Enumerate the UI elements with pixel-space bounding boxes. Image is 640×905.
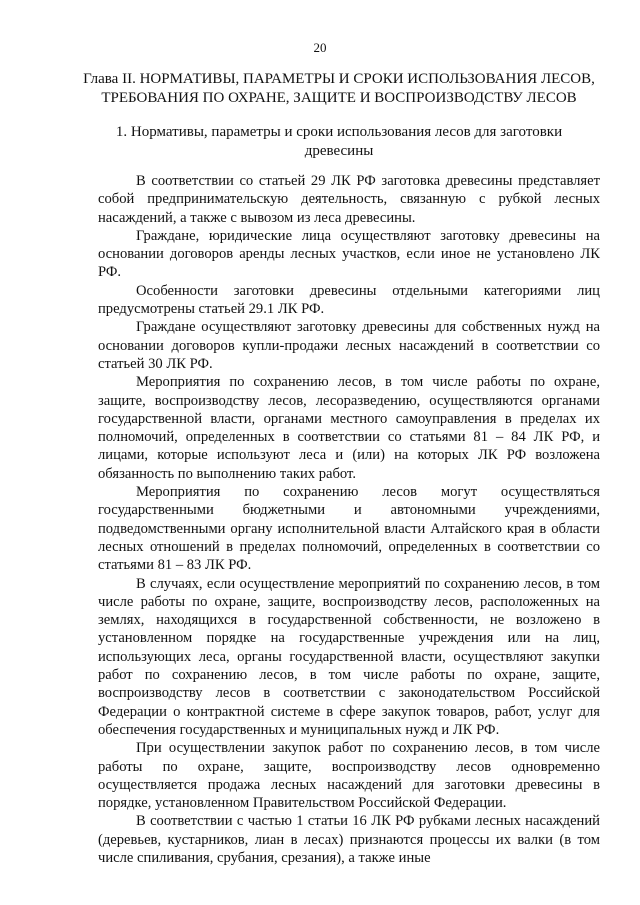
paragraph: Особенности заготовки древесины отдельными категориями лиц предусмотрены статьей 29.1 ЛК РФ.: [98, 282, 600, 318]
paragraph: В случаях, если осуществление мероприятий по сохранению лесов, в том числе работы по охране, защите, воспроизводству лесов, расположенных на землях, находящихся в государственной собственности, не возложено в установленном порядке на государственные учреждения или на лиц, использующих леса, органы государственной власти, осуществляют закупки работ по сохранению лесов, в том числе работы по охране, защите, воспроизводству лесов в соответствии с законодательством Российской Федерации о контрактной системе в сфере закупок товаров, работ, услуг для обеспечения государственных и муниципальных нужд и ЛК РФ.: [98, 575, 600, 738]
paragraph: Граждане, юридические лица осуществляют заготовку древесины на основании договоров аренды лесных участков, если иное не установлено ЛК РФ.: [98, 227, 600, 281]
paragraph: В соответствии с частью 1 статьи 16 ЛК РФ рубками лесных насаждений (деревьев, кустарников, лиан в лесах) признаются процессы их валки (в том числе спиливания, срубания, срезания), а также иные: [98, 813, 600, 866]
chapter-title: Глава II. НОРМАТИВЫ, ПАРАМЕТРЫ И СРОКИ ИСПОЛЬЗОВАНИЯ ЛЕСОВ, ТРЕБОВАНИЯ ПО ОХРАНЕ, ЗАЩИТЕ И ВОСПРОИЗВОДСТВУ ЛЕСОВ: [83, 71, 595, 106]
section-title: 1. Нормативы, параметры и сроки использования лесов для заготовки древесины: [115, 124, 563, 159]
page-number: 20: [313, 40, 327, 55]
paragraph: В соответствии со статьей 29 ЛК РФ заготовка древесины представляет собой предпринимательскую деятельность, связанную с рубкой лесных насаждений, а также с вывозом из леса древесины.: [98, 173, 600, 226]
paragraph: Мероприятия по сохранению лесов, в том числе работы по охране, защите, воспроизводству лесов, лесоразведению, осуществляются органами государственной власти, органами местного самоуправления в пределах их полномочий, определенных в соответствии со статьями 81 – 84 ЛК РФ, и лицами, которые используют леса и (или) на которых ЛК РФ возложена обязанность по выполнению таких работ.: [98, 374, 600, 482]
paragraph: Мероприятия по сохранению лесов могут осуществляться государственными бюджетными и автономными учреждениями, подведомственными органу исполнительной власти Алтайского края в области лесных отношений в пределах полномочий, определенных в соответствии со статьями 81 – 83 ЛК РФ.: [98, 484, 600, 574]
body-text: [98, 172, 600, 867]
paragraph: При осуществлении закупок работ по сохранению лесов, в том числе работы по охране, защите, воспроизводству лесов одновременно осуществляется продажа лесных насаждений для заготовки древесины в порядке, установленном Правительством Российской Федерации.: [98, 740, 600, 812]
paragraph: Граждане осуществляют заготовку древесины для собственных нужд на основании договоров купли-продажи лесных насаждений в соответствии со статьей 30 ЛК РФ.: [98, 319, 600, 372]
